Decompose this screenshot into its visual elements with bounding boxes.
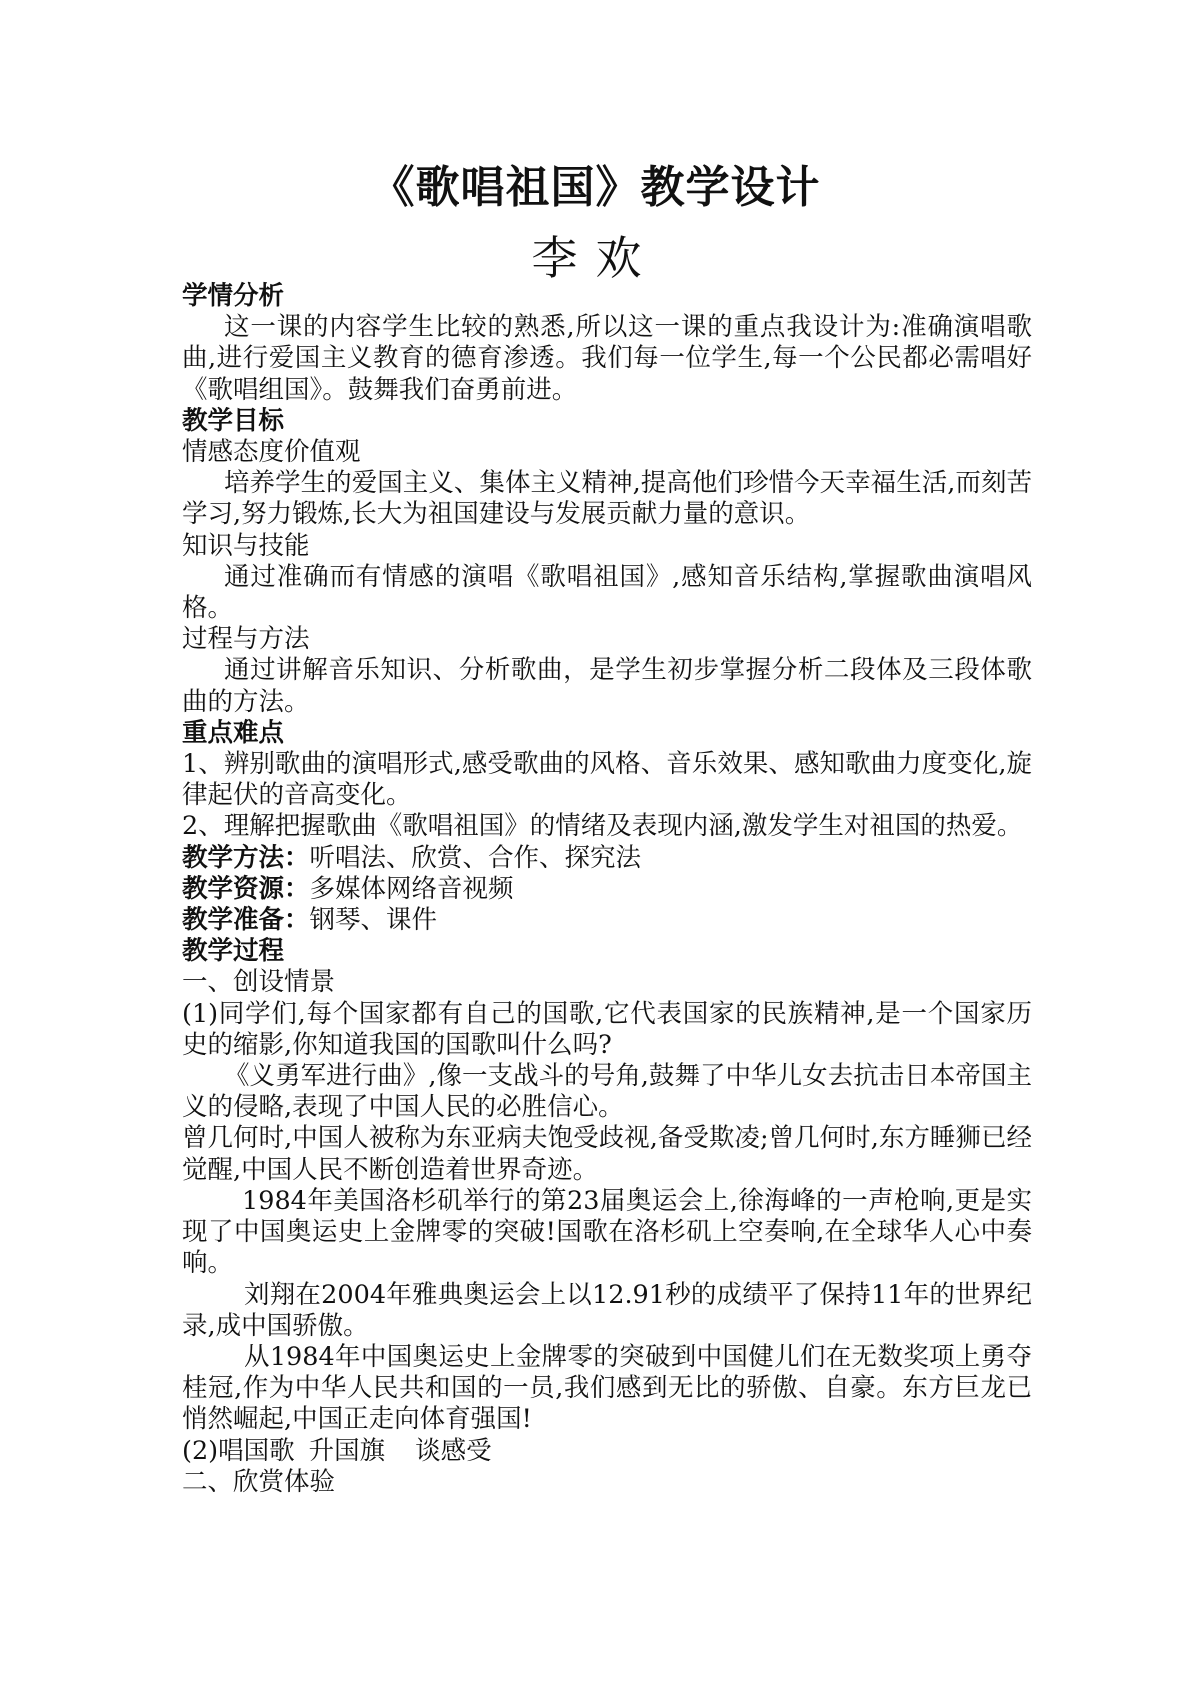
subheading-knowledge-skills: 知识与技能	[182, 530, 310, 561]
teaching-resources-label: 教学资源：	[182, 873, 310, 904]
process-paragraph-4: 1984年美国洛杉矶举行的第23届奥运会上,徐海峰的一声枪响,更是实现了中国奥运史上金牌零的突破!国歌在洛杉矶上空奏响,在全球华人心中奏响。	[182, 1185, 1032, 1279]
process-paragraph-7	[182, 1436, 1032, 1467]
teaching-resources-line	[182, 874, 1032, 905]
subheading-process-methods: 过程与方法	[182, 624, 310, 655]
heading-student-analysis: 学情分析	[182, 281, 285, 311]
paragraph-student-analysis: 这一课的内容学生比较的熟悉,所以这一课的重点我设计为:准确演唱歌曲,进行爱国主义教育的德育渗透。我们每一位学生,每一个公民都必需唱好《歌唱组国》。鼓舞我们奋勇前进。	[182, 312, 1032, 405]
heading-key-points: 重点难点	[182, 717, 285, 748]
paragraph-emotion-values: 培养学生的爱国主义、集体主义精神,提高他们珍惜今天幸福生活,而刻苦学习,努力锻炼,长大为祖国建设与发展贡献力量的意识。	[182, 468, 1032, 530]
process-paragraph-2: 《义勇军进行曲》,像一支战斗的号角,鼓舞了中华儿女去抗击日本帝国主义的侵略,表现了中国人民的必胜信心。	[182, 1061, 1032, 1123]
key-point-item-1: 1、辨别歌曲的演唱形式,感受歌曲的风格、音乐效果、感知歌曲力度变化,旋律起伏的音高变化。	[182, 749, 1032, 811]
teaching-preparation-label: 教学准备：	[182, 905, 310, 936]
process-paragraph-3: 曾几何时,中国人被称为东亚病夫饱受歧视,备受欺凌;曾几何时,东方睡狮已经觉醒,中国人民不断创造着世界奇迹。	[182, 1123, 1032, 1185]
teaching-preparation-value: 钢琴、课件	[309, 905, 438, 936]
document-body	[182, 281, 1032, 1498]
key-point-item-2: 2、理解把握歌曲《歌唱祖国》的情绪及表现内涵,激发学生对祖国的热爱。	[182, 811, 1023, 842]
process-step-1: 一、创设情景	[182, 967, 336, 998]
process-paragraph-6: 从1984年中国奥运史上金牌零的突破到中国健儿们在无数奖项上勇夺桂冠,作为中华人民共和国的一员,我们感到无比的骄傲、自豪。东方巨龙已悄然崛起,中国正走向体育强国!	[182, 1341, 1032, 1435]
process-step-2: 二、欣赏体验	[182, 1466, 336, 1497]
teaching-methods-value: 听唱法、欣赏、合作、探究法	[309, 842, 642, 873]
author-name: 李欢	[531, 231, 660, 285]
paragraph-process-methods: 通过讲解音乐知识、分析歌曲，是学生初步掌握分析二段体及三段体歌曲的方法。	[182, 655, 1032, 717]
share-feelings-text: 谈感受	[415, 1435, 492, 1466]
process-paragraph-1: (1)同学们,每个国家都有自己的国歌,它代表国家的民族精神,是一个国家历史的缩影,你知道我国的国歌叫什么吗?	[182, 998, 1032, 1060]
paragraph-knowledge-skills: 通过准确而有情感的演唱《歌唱祖国》,感知音乐结构,掌握歌曲演唱风格。	[182, 561, 1032, 624]
process-paragraph-5: 刘翔在2004年雅典奥运会上以12.91秒的成绩平了保持11年的世界纪录,成中国骄傲。	[182, 1279, 1032, 1341]
teaching-resources-value: 多媒体网络音视频	[309, 873, 514, 904]
sing-anthem-text: (2)唱国歌	[182, 1435, 295, 1466]
teaching-methods-label: 教学方法：	[182, 842, 310, 873]
document-title: 《歌唱祖国》教学设计	[370, 162, 821, 213]
heading-teaching-goals: 教学目标	[182, 405, 285, 436]
subheading-emotion-values: 情感态度价值观	[182, 437, 361, 468]
teaching-methods-line	[182, 843, 1032, 874]
raise-flag-text: 升国旗	[308, 1435, 386, 1466]
teaching-preparation-line	[182, 905, 1032, 936]
heading-teaching-process: 教学过程	[182, 936, 285, 967]
